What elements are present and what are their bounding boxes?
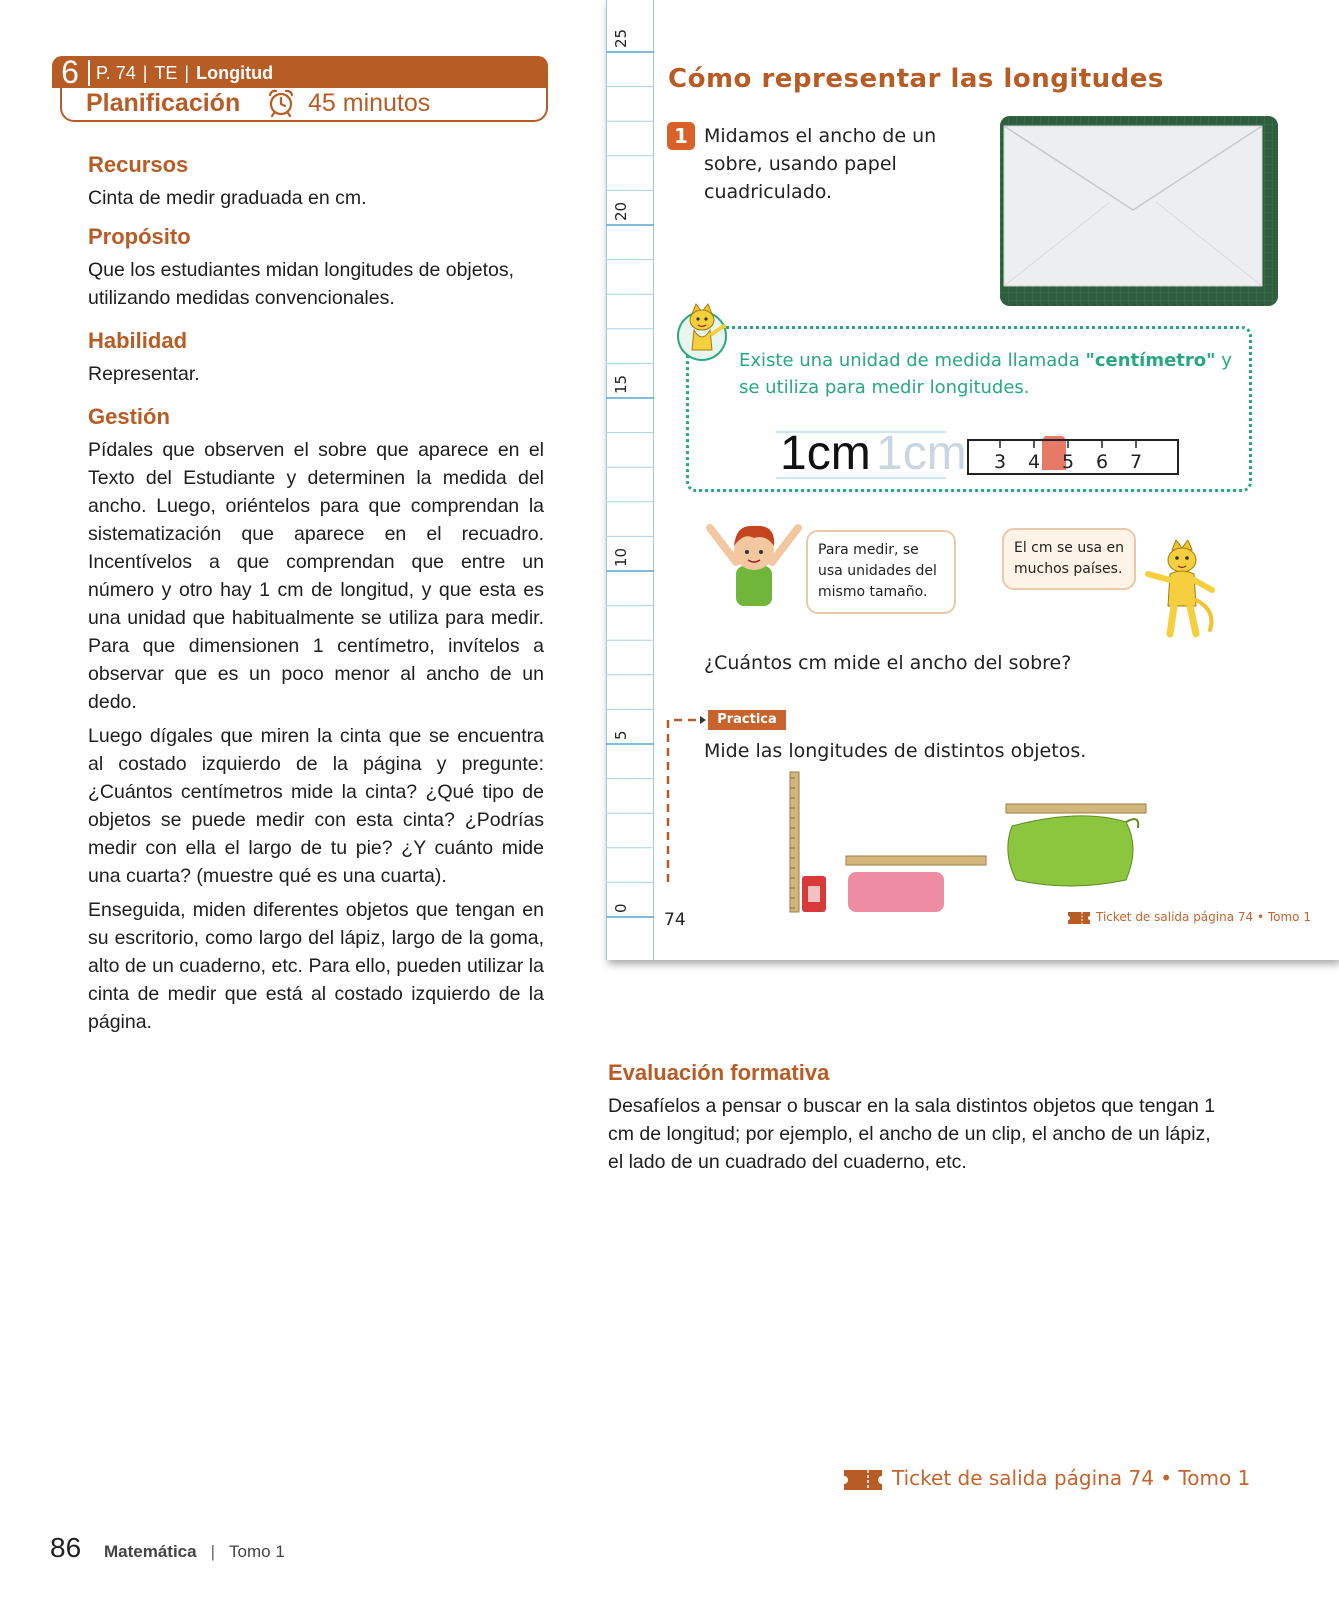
habilidad-text: Representar.	[88, 363, 200, 385]
mini-ruler-number: 4	[1027, 451, 1041, 473]
te-label: TE	[154, 63, 178, 83]
planning-title: Planificación	[86, 89, 241, 117]
exit-ticket-reference: Ticket de salida página 74 • Tomo 1	[844, 1466, 1250, 1490]
footer-subject: Matemática | Tomo 1	[104, 1542, 285, 1561]
step-instruction: Midamos el ancho de un sobre, usando papel cuadriculado.	[704, 125, 937, 203]
practice-tag: Practica	[708, 710, 786, 730]
lesson-number: 6	[61, 54, 79, 90]
lesson-reference: P. 74 | TE | Longitud	[96, 63, 274, 83]
ticket-icon	[844, 1470, 882, 1490]
evaluation-heading: Evaluación formativa	[608, 1060, 830, 1085]
boy-character-illustration	[700, 516, 808, 606]
finger-on-ruler-illustration	[966, 436, 1182, 476]
tape-label: 10	[612, 547, 630, 567]
topic-label: Longitud	[196, 63, 274, 83]
tape-label: 0	[612, 903, 630, 913]
gestion-heading: Gestión	[88, 404, 170, 429]
tape-label: 25	[612, 28, 630, 48]
lesson-title: Cómo representar las longitudes	[668, 64, 1164, 94]
tape-label: 15	[612, 374, 630, 394]
planning-content	[88, 150, 544, 1036]
tape-label: 5	[612, 730, 630, 740]
centimeter-definition: Existe una unidad de medida llamada "centímetro" y se utiliza para medir longitudes.	[739, 350, 1232, 398]
cat-character-illustration	[1140, 540, 1220, 640]
envelope-illustration	[1000, 116, 1278, 306]
evaluation-text: Desafíelos a pensar o buscar en la sala distintos objetos que tengan 1 cm de longitud; por ejemplo, el ancho de un clip, el ancho de un lápiz, el lado de un cuadrado del cuaderno, etc.	[608, 1095, 1216, 1173]
tab-divider	[88, 60, 90, 86]
gestion-paragraph-2: Luego dígales que miren la cinta que se encuentra al costado izquierdo de la página y pregunte: ¿Cuántos centímetros mide la cinta? ¿Qué tipo de objetos se puede medir con esta cinta? ¿Podrías medir con ella el largo de tu pie? ¿Y cuánto mide una cuarta? (muestre qué es una cuarta).	[88, 725, 544, 887]
page-number: 86	[50, 1532, 82, 1563]
centimeter-guide-lines	[776, 424, 966, 484]
gestion-paragraph-3: Enseguida, miden diferentes objetos que tengan en su escritorio, como largo del lápiz, largo de la goma, alto de un cuaderno, etc. Para ello, pueden utilizar la cinta de medir que está al costado izquierdo de la página.	[88, 899, 544, 1033]
textbook-exit-ticket: Ticket de salida página 74 • Tomo 1	[1068, 910, 1311, 924]
cat-speech-bubble: El cm se usa en muchos países.	[1002, 528, 1136, 590]
gestion-paragraph-1: Pídales que observen el sobre que aparece en el Texto del Estudiante y determinen la medida del ancho. Luego, oriéntelos para que comprendan la sistematización que aparece en el recuadro. Incentívelos a que comprendan que entre un número y otro hay 1 cm de longitud, y que esta es una unidad que habitualmente se utiliza para medir. Para que dimensionen 1 centímetro, invítelos a observar que es un poco menor al ancho de un dedo.	[88, 439, 544, 713]
tape-label: 20	[612, 201, 630, 221]
envelope-question: ¿Cuántos cm mide el ancho del sobre?	[704, 652, 1072, 674]
recursos-text: Cinta de medir graduada en cm.	[88, 187, 367, 209]
textbook-page-number: 74	[664, 910, 686, 930]
boy-speech-bubble: Para medir, se usa unidades del mismo tamaño.	[806, 530, 956, 614]
one-centimeter-ghost-label: 1cm	[876, 427, 967, 480]
one-centimeter-label: 1cm	[780, 427, 871, 480]
duration-label: 45 minutos	[308, 89, 431, 117]
step-number-badge: 1	[667, 122, 695, 150]
mini-ruler-number: 3	[993, 451, 1007, 473]
proposito-heading: Propósito	[88, 224, 191, 249]
practice-bracket	[666, 714, 706, 884]
mini-ruler-number: 7	[1129, 451, 1143, 473]
lesson-header-tab	[52, 56, 548, 88]
cat-mascot-icon	[676, 300, 732, 364]
evaluation-section	[608, 1058, 1228, 1176]
objects-with-rulers-illustration	[780, 768, 1160, 918]
planning-box	[60, 86, 548, 122]
page-ref: P. 74	[96, 63, 136, 83]
practice-instruction: Mide las longitudes de distintos objetos.	[704, 740, 1087, 762]
alarm-clock-icon	[266, 88, 296, 118]
envelope-on-grid-photo	[1000, 116, 1278, 306]
mini-ruler-number: 5	[1061, 451, 1075, 473]
measuring-tape-marks	[606, 0, 654, 960]
proposito-text: Que los estudiantes midan longitudes de objetos, utilizando medidas convencionales.	[88, 259, 515, 309]
recursos-heading: Recursos	[88, 152, 189, 177]
mini-ruler-number: 6	[1095, 451, 1109, 473]
ticket-icon	[1068, 912, 1090, 924]
habilidad-heading: Habilidad	[88, 328, 188, 353]
